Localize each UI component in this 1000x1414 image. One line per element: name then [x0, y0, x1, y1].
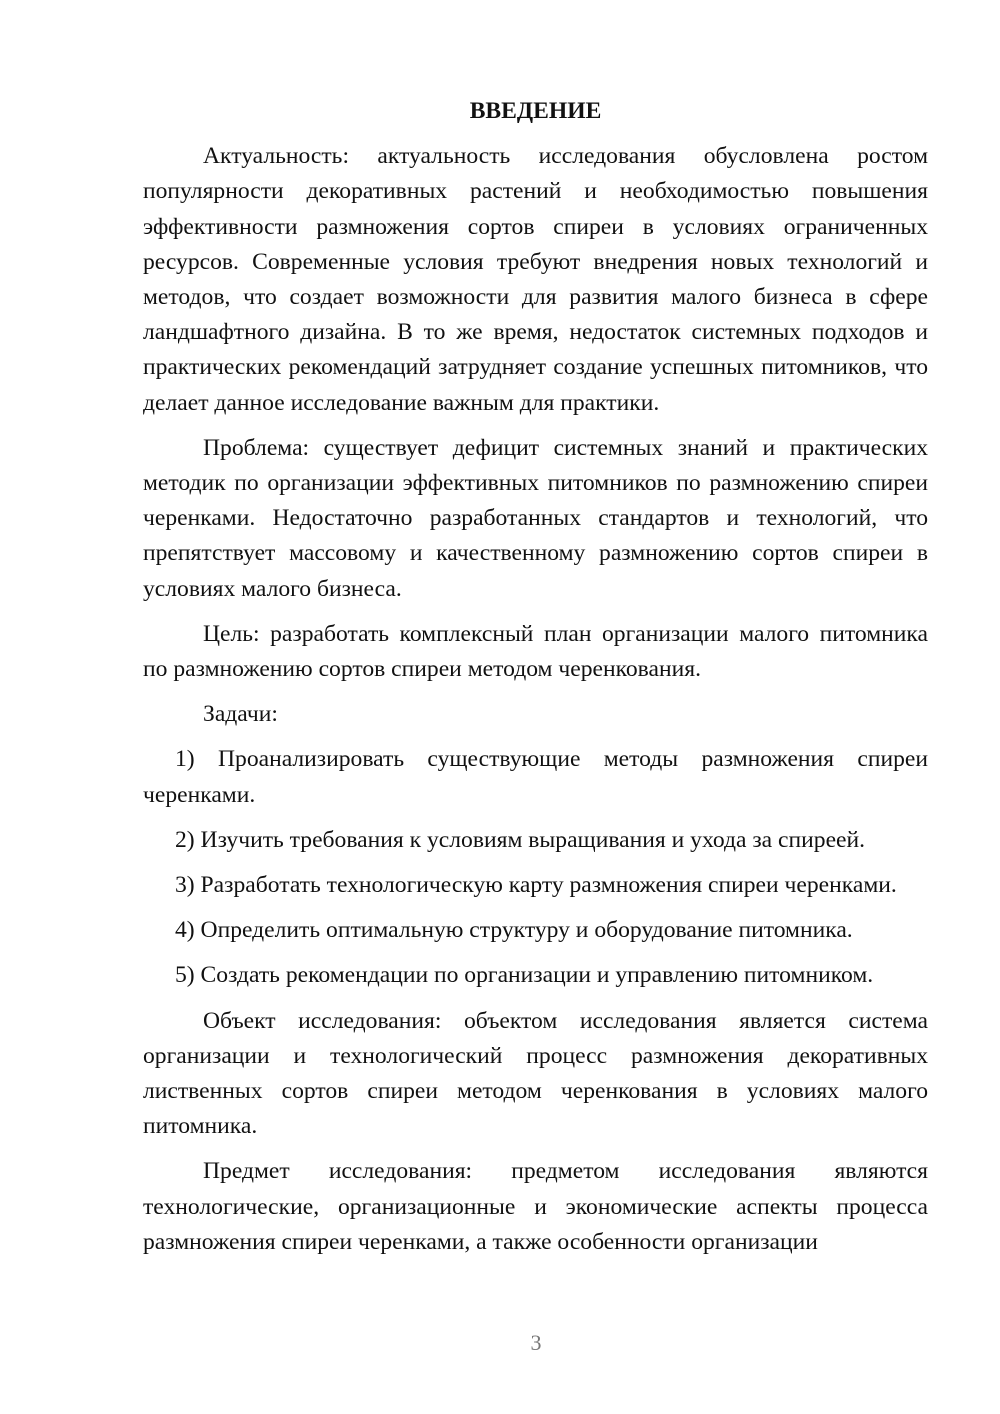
task-item: 1) Проанализировать существующие методы размножения спиреи черенками. [143, 746, 928, 808]
page-number: 3 [530, 1330, 542, 1355]
page-content [143, 94, 928, 1270]
paragraph-problem: Проблема: существует дефицит системных знаний и практических методик по организации эффективных питомников по размножению спиреи черенками. Недостаточно разработанных стандартов и технологий, что препятствует массовому и качественному размножению сортов спиреи в условиях малого бизнеса. [143, 434, 928, 602]
paragraph-subject: Предмет исследования: предметом исследования являются технологические, организационные и экономические аспекты процесса размножения спиреи черенками, а также особенности организации [143, 1158, 928, 1255]
task-item: 5) Создать рекомендации по организации и управлению питомником. [175, 962, 874, 989]
section-heading: ВВЕДЕНИЕ [469, 98, 602, 124]
task-item: 2) Изучить требования к условиям выращивания и ухода за спиреей. [175, 826, 866, 853]
paragraph-goal: Цель: разработать комплексный план организации малого питомника по размножению сортов спиреи методом черенкования. [143, 620, 928, 683]
paragraph-object: Объект исследования: объектом исследования является система организации и технологический процесс размножения декоративных лиственных сортов спиреи методом черенкования в условиях малого питомника. [143, 1007, 928, 1140]
tasks-label: Задачи: [203, 701, 278, 728]
task-item: 3) Разработать технологическую карту размножения спиреи черенками. [175, 872, 897, 899]
task-item: 4) Определить оптимальную структуру и оборудование питомника. [175, 917, 853, 944]
paragraph-relevance: Актуальность: актуальность исследования обусловлена ростом популярности декоративных растений и необходимостью повышения эффективности размножения сортов спиреи в условиях ограниченных ресурсов. Современные условия требуют внедрения новых технологий и методов, что создает возможности для развития малого бизнеса в сфере ландшафтного дизайна. В то же время, недостаток системных подходов и практических рекомендаций затрудняет создание успешных питомников, что делает данное исследование важным для практики. [143, 143, 928, 416]
